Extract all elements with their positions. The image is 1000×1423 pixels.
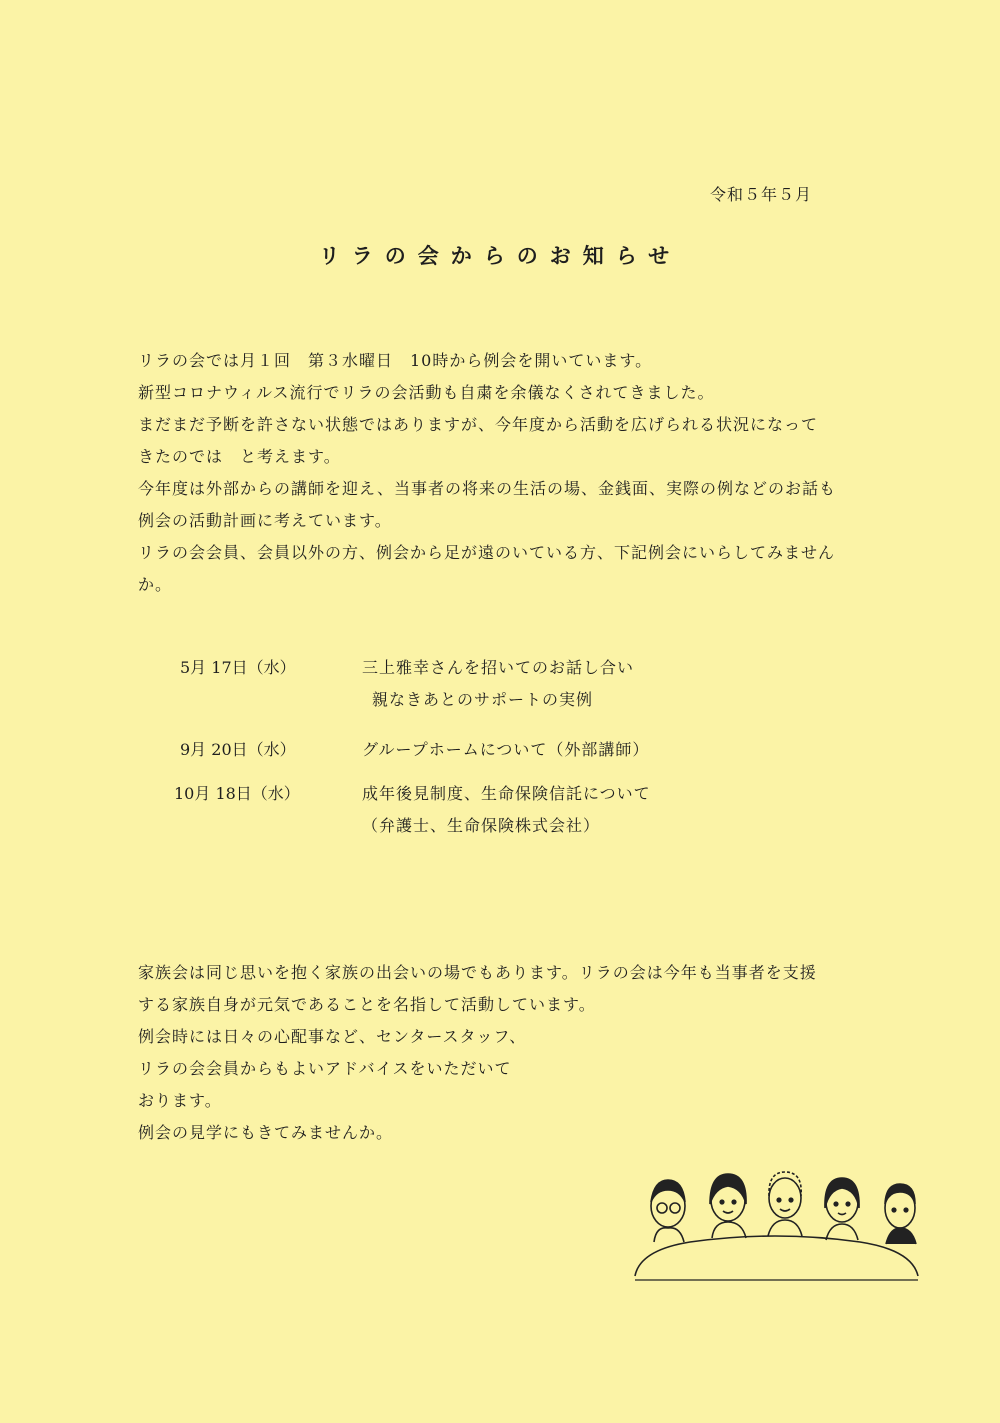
closing-line: する家族自身が元気であることを名指して活動しています。 (138, 995, 596, 1014)
issue-date: 令和５年５月 (710, 185, 813, 204)
closing-line: 家族会は同じ思いを抱く家族の出会いの場でもあります。リラの会は今年も当事者を支援 (138, 963, 817, 982)
schedule-date: 9月 20日（水） (180, 740, 296, 759)
schedule-topic: グループホームについて（外部講師） (362, 740, 650, 759)
schedule-topic: 成年後見制度、生命保険信託について (362, 784, 651, 803)
intro-line: 例会の活動計画に考えています。 (138, 511, 392, 530)
intro-line: リラの会では月１回 第３水曜日 10時から例会を開いています。 (138, 351, 653, 370)
five-people-at-table-icon (630, 1158, 920, 1288)
intro-paragraph (138, 345, 898, 601)
intro-line: きたのでは と考えます。 (138, 447, 341, 466)
closing-line: リラの会会員からもよいアドバイスをいただいて (138, 1059, 512, 1078)
schedule-topic: 親なきあとのサポートの実例 (372, 690, 594, 709)
schedule-date: 5月 17日（水） (180, 658, 296, 677)
intro-line: 新型コロナウィルス流行でリラの会活動も自粛を余儀なくされてきました。 (138, 383, 715, 402)
closing-line: 例会の見学にもきてみませんか。 (138, 1123, 394, 1142)
closing-paragraph (138, 957, 898, 1149)
schedule-date: 10月 18日（水） (174, 784, 300, 803)
intro-line: 今年度は外部からの講師を迎え、当事者の将来の生活の場、金銭面、実際の例などのお話も (138, 479, 836, 498)
schedule-topic: （弁護士、生命保険株式会社） (362, 816, 601, 835)
closing-line: 例会時には日々の心配事など、センタースタッフ、 (138, 1027, 527, 1046)
intro-line: まだまだ予断を許さない状態ではありますが、今年度から活動を広げられる状況になって (138, 415, 819, 434)
schedule-topic: 三上雅幸さんを招いてのお話し合い (362, 658, 635, 677)
intro-line: リラの会会員、会員以外の方、例会から足が遠のいている方、下記例会にいらしてみません (138, 543, 836, 562)
notice-title: リラの会からのお知らせ (318, 243, 682, 268)
intro-line: か。 (138, 575, 173, 594)
closing-line: おります。 (138, 1091, 222, 1110)
